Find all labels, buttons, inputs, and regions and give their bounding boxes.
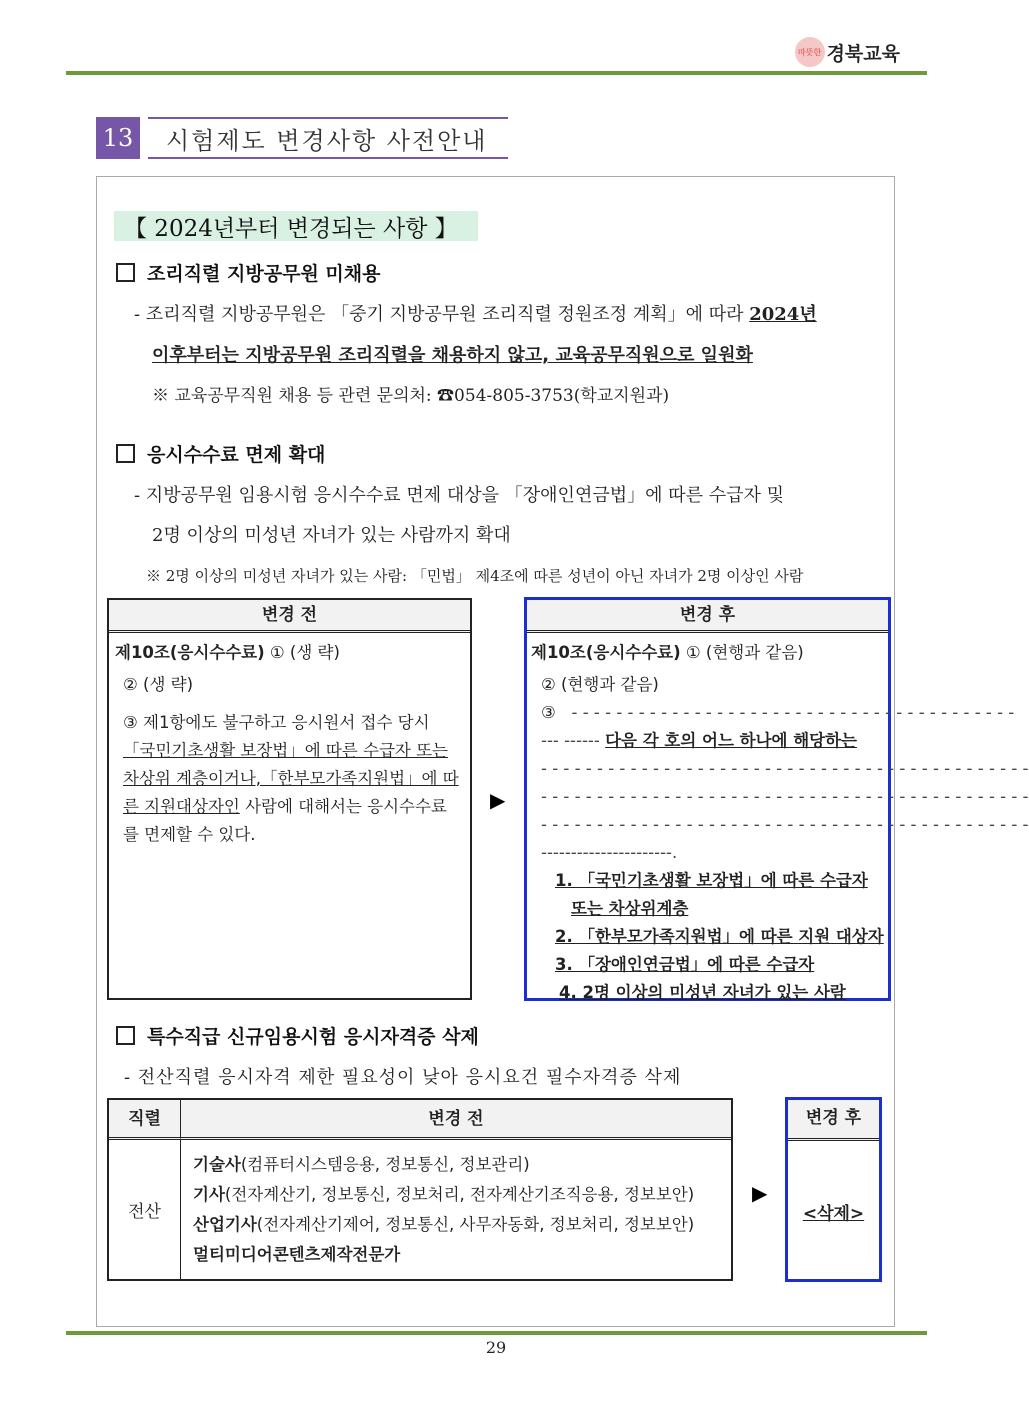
before-p3-line5: 를 면제할 수 있다. [123, 825, 256, 844]
before-p2: ② (생 략) [123, 675, 194, 694]
before-p3-line3: 차상위 계층이거나,「한부모가족지원법」에 따 [123, 769, 459, 788]
after-item-1: 1. 「국민기초생활 보장법」에 따른 수급자 [555, 871, 868, 890]
logo [795, 36, 900, 68]
cert-detail: (전자계산기, 정보통신, 정보처리, 전자계산기조직응용, 정보보안) [224, 1185, 695, 1204]
item2-line1: - 지방공무원 임용시험 응시수수료 면제 대상을 「장애인연금법」에 따른 수급자 및 [134, 485, 784, 506]
after-article: 제10조(응시수수료) [531, 643, 681, 662]
before-p3-line4b: 사람에 대해서는 응시수수료 [239, 797, 447, 816]
section-number: 13 [96, 117, 140, 159]
cert-name: 산업기사 [193, 1215, 257, 1234]
logo-badge: 따뜻한 [795, 37, 825, 67]
cert-name: 멀티미디어콘텐츠제작전문가 [193, 1245, 401, 1264]
before-p3-line1: ③ 제1항에도 불구하고 응시원서 접수 당시 [123, 713, 430, 732]
heading-fee-exemption [116, 440, 325, 467]
heading-certificate-removal [116, 1022, 479, 1049]
dash-line: - - - - - - - - - - - - - - - - - - - - - - - - - - - - - - - - - - - - - - - - - - - - [541, 815, 1029, 834]
cert-row [193, 1240, 733, 1270]
after-header: 변경 후 [527, 600, 888, 633]
header-rule [66, 71, 927, 75]
after-p3 [531, 699, 1015, 727]
cert-name: 기사 [193, 1185, 225, 1204]
after-underline-text: 다음 각 호의 어느 하나에 해당하는 [605, 731, 857, 750]
before-p3 [115, 709, 464, 849]
page-number: 29 [485, 1338, 507, 1357]
heading-text: 조리직렬 지방공무원 미채용 [147, 263, 381, 285]
after-item-2: 2. 「한부모가족지원법」에 따른 지원 대상자 [555, 927, 884, 946]
after-dash-short: --- ------ [541, 731, 600, 750]
dash-line: - - - - - - - - - - - - - - - - - - - - - - - - - - - - - - - - - - - - - - - - [561, 703, 1015, 722]
checkbox-square-icon [116, 263, 135, 282]
arrow-right-icon: ▶ [752, 1181, 768, 1205]
after-body [527, 633, 1029, 1013]
item1-line2: 이후부터는 지방공무원 조리직렬을 채용하지 않고, 교육공무직원으로 일원화 [152, 345, 753, 366]
before-p3-line2: 「국민기초생활 보장법」에 따른 수급자 또는 [123, 741, 448, 760]
arrow-right-icon: ▶ [490, 788, 506, 812]
section-title: 시험제도 변경사항 사전안내 [148, 117, 508, 159]
banner: 【 2024년부터 변경되는 사항 】 [114, 211, 478, 241]
row-label: 전산 [109, 1140, 181, 1279]
cert-row [193, 1180, 733, 1210]
cert-row [193, 1210, 733, 1240]
cert-row [193, 1150, 733, 1180]
before-p3-line4a: 른 지원대상자인 [123, 797, 240, 816]
dash-line: - - - - - - - - - - - - - - - - - - - - - - - - - - - - - - - - - - - - - - - - - - - - [541, 759, 1029, 778]
after-p1: ① (현행과 같음) [680, 643, 804, 662]
after-p2: ② (현행과 같음) [541, 675, 659, 694]
col-after: 변경 후 [788, 1100, 879, 1141]
deleted-label: <삭제> [802, 1203, 865, 1224]
before-header: 변경 전 [109, 600, 470, 633]
after-p3-num: ③ [541, 703, 556, 722]
col-series: 직렬 [109, 1100, 181, 1140]
cert-table [107, 1098, 733, 1281]
item2-note: ※ 2명 이상의 미성년 자녀가 있는 사람: 「민법」 제4조에 따른 성년이 아닌 자녀가 2명 이상인 사람 [146, 567, 804, 585]
before-table [107, 598, 472, 1000]
checkbox-square-icon [116, 444, 135, 463]
after-end-dash: ----------------------. [541, 843, 678, 862]
item2-line2: 2명 이상의 미성년 자녀가 있는 사람까지 확대 [152, 525, 511, 546]
heading-text: 응시수수료 면제 확대 [147, 444, 326, 466]
dash-line: - - - - - - - - - - - - - - - - - - - - - - - - - - - - - - - - - - - - - - - - - - - - [541, 787, 1029, 806]
item1-line1-underline: 2024년 [749, 304, 817, 325]
after-item-3: 3. 「장애인연금법」에 따른 수급자 [555, 955, 815, 974]
item3-line1: - 전산직렬 응시자격 제한 필요성이 낮아 응시요건 필수자격증 삭제 [124, 1067, 682, 1088]
checkbox-square-icon [116, 1026, 135, 1045]
heading-cook-recruitment [116, 259, 380, 286]
after-table [524, 597, 1029, 1002]
item1-note: ※ 교육공무직원 채용 등 관련 문의처: ☎054-805-3753(학교지원과) [152, 386, 670, 406]
col-before: 변경 전 [181, 1100, 731, 1140]
logo-text: 경북교육 [826, 42, 900, 65]
cert-detail: (컴퓨터시스템응용, 정보통신, 정보관리) [240, 1155, 530, 1174]
heading-text: 특수직급 신규임용시험 응시자격증 삭제 [147, 1026, 479, 1048]
cert-list [193, 1150, 733, 1270]
item1-line1-text: - 조리직렬 지방공무원은 「중기 지방공무원 조리직렬 정원조정 계획」에 따라 [134, 304, 750, 325]
after-p3-line2 [531, 727, 884, 755]
cert-detail: (전자계산기제어, 정보통신, 사무자동화, 정보처리, 정보보안) [256, 1215, 695, 1234]
footer-rule [66, 1331, 927, 1335]
after-item-1b: 또는 차상위계층 [571, 899, 689, 918]
after-item-4: 4. 2명 이상의 미성년 자녀가 있는 사람 [559, 983, 846, 1002]
before-article: 제10조(응시수수료) [115, 643, 265, 662]
before-body [109, 633, 470, 855]
before-p1: ① (생 략) [264, 643, 340, 662]
cert-after-table [785, 1097, 882, 1282]
cert-name: 기술사 [193, 1155, 241, 1174]
item1-line1 [134, 300, 817, 326]
